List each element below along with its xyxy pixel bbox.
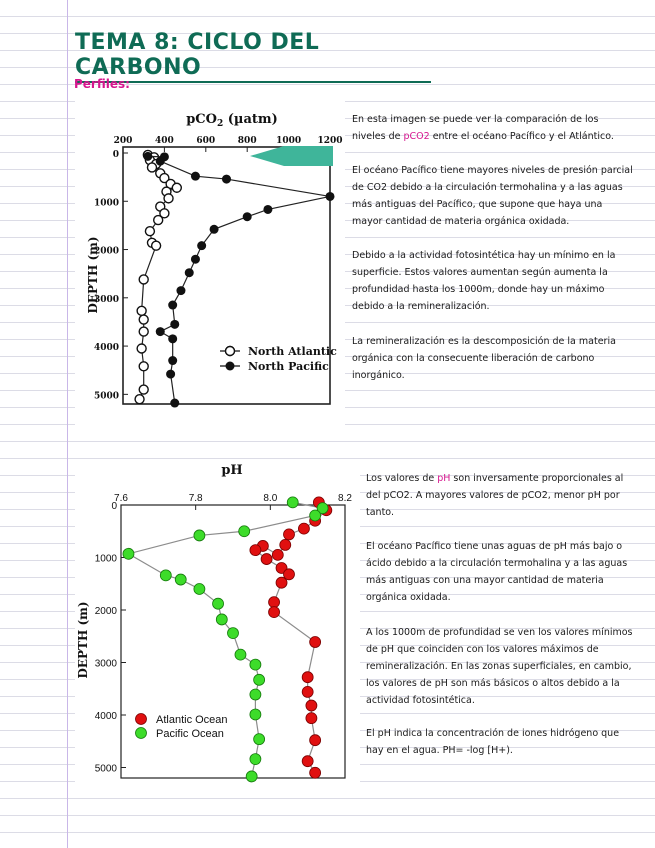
data-point-north-pacific xyxy=(156,327,165,336)
data-point-north-pacific xyxy=(191,172,200,181)
text1-paragraph-3: Debido a la actividad fotosintética hay un mínimo en la superficie. Estos valores aumentan según aumenta la profundidad hasta los 1000m, donde hay un máximo debido a la remineralización. xyxy=(352,250,616,312)
data-point-north-atlantic xyxy=(137,306,146,315)
data-point-pacific-ocean xyxy=(250,709,261,720)
x-tick-label: 7.6 xyxy=(114,493,128,504)
data-point-north-pacific xyxy=(210,225,219,234)
data-point-atlantic-ocean xyxy=(261,554,272,565)
ph-depth-chart xyxy=(75,460,360,785)
data-point-north-pacific xyxy=(243,212,252,221)
notebook-margin-line xyxy=(67,0,68,848)
legend-label-north-atlantic: North Atlantic xyxy=(248,345,337,358)
data-point-north-pacific xyxy=(326,192,335,201)
text2-paragraph-4: El pH indica la concentración de iones hidrógeno que hay en el agua. PH= -log [H+). xyxy=(366,728,620,756)
data-point-north-atlantic xyxy=(139,327,148,336)
text1-paragraph-4: La remineralización es la descomposición de la materia orgánica con la consecuente liberación de carbono inorgánico. xyxy=(352,336,616,381)
page-title: TEMA 8: CICLO DEL CARBONO xyxy=(75,30,431,83)
data-point-pacific-ocean xyxy=(250,659,261,670)
y-tick-label: 2000 xyxy=(93,246,119,257)
y-tick-label: 5000 xyxy=(93,391,119,402)
data-point-atlantic-ocean xyxy=(310,637,321,648)
data-point-atlantic-ocean xyxy=(306,713,317,724)
legend-label-atlantic-ocean: Atlantic Ocean xyxy=(156,714,228,726)
data-point-north-atlantic xyxy=(164,194,173,203)
data-point-pacific-ocean xyxy=(250,754,261,765)
text1-paragraph-2: El océano Pacífico tiene mayores niveles de presión parcial de CO2 debido a la circulación termohalina y a las aguas más antiguas del Pacífico, que supone que haya una mayor cantidad de materia orgánica oxidada. xyxy=(352,165,633,227)
x-tick-label: 7.8 xyxy=(188,493,203,504)
data-point-north-atlantic xyxy=(147,163,156,172)
data-point-atlantic-ocean xyxy=(280,539,291,550)
x-tick-label: 800 xyxy=(237,136,257,146)
data-point-pacific-ocean xyxy=(194,584,205,595)
data-point-pacific-ocean xyxy=(239,526,250,537)
data-point-north-pacific xyxy=(197,241,206,250)
data-point-pacific-ocean xyxy=(123,548,134,559)
data-point-atlantic-ocean xyxy=(302,672,313,683)
data-point-north-pacific xyxy=(168,301,177,310)
legend-marker-atlantic-ocean xyxy=(136,714,147,725)
data-point-north-atlantic xyxy=(172,183,181,192)
data-point-pacific-ocean xyxy=(254,674,265,685)
y-tick-label: 1000 xyxy=(94,553,117,565)
y-tick-label: 0 xyxy=(111,501,117,512)
ph-chart-title: pH xyxy=(221,463,243,478)
y-tick-label: 0 xyxy=(112,150,119,160)
data-point-north-pacific xyxy=(143,152,152,161)
data-point-atlantic-ocean xyxy=(310,767,321,778)
ph-y-axis-label: DEPTH (m) xyxy=(76,601,90,679)
x-tick-label: 8.2 xyxy=(338,493,352,504)
data-point-north-atlantic xyxy=(135,395,144,404)
x-tick-label: 8.0 xyxy=(263,493,278,504)
data-point-pacific-ocean xyxy=(287,497,298,508)
text2-paragraph-2: El océano Pacífico tiene unas aguas de pH más bajo o ácido debido a la circulación termohalina y a las aguas más antiguas con una mayor cantidad de materia orgánica oxidada. xyxy=(366,541,628,603)
data-point-pacific-ocean xyxy=(228,628,239,639)
y-tick-label: 2000 xyxy=(94,606,117,617)
data-point-pacific-ocean xyxy=(246,771,257,782)
data-point-atlantic-ocean xyxy=(302,686,313,697)
data-point-atlantic-ocean xyxy=(298,523,309,534)
text2-paragraph-3: A los 1000m de profundidad se ven los valores mínimos de pH que coinciden con los valores máximos de remineralización. En las zonas superficiales, en cambio, los valores de pH son más básicos o altos debido a la actividad fotosintética. xyxy=(366,627,633,706)
data-point-pacific-ocean xyxy=(175,574,186,585)
legend-marker-north-pacific xyxy=(226,362,235,371)
data-point-atlantic-ocean xyxy=(302,756,313,767)
data-point-north-atlantic xyxy=(139,275,148,284)
data-point-north-pacific xyxy=(176,286,185,295)
y-tick-label: 4000 xyxy=(94,711,117,722)
data-point-north-atlantic xyxy=(139,315,148,324)
section-label-perfiles: Perfiles: xyxy=(74,77,130,91)
legend-label-north-pacific: North Pacific xyxy=(248,360,329,373)
legend-marker-pacific-ocean xyxy=(136,728,147,739)
x-tick-label: 200 xyxy=(113,136,133,146)
data-point-pacific-ocean xyxy=(216,614,227,625)
data-point-atlantic-ocean xyxy=(310,735,321,746)
data-point-north-pacific xyxy=(156,157,165,166)
legend-label-pacific-ocean: Pacific Ocean xyxy=(156,728,224,740)
y-tick-label: 4000 xyxy=(93,343,119,354)
data-point-pacific-ocean xyxy=(194,530,205,541)
data-point-atlantic-ocean xyxy=(284,529,295,540)
data-point-atlantic-ocean xyxy=(269,597,280,608)
data-point-north-pacific xyxy=(185,268,194,277)
data-point-pacific-ocean xyxy=(213,598,224,609)
text1-paragraph-1: En esta imagen se puede ver la comparación de los niveles de pCO2 entre el océano Pacífico y el Atlántico. xyxy=(352,114,614,142)
data-point-north-pacific xyxy=(222,175,231,184)
x-tick-label: 1200 xyxy=(317,136,343,146)
data-point-north-atlantic xyxy=(154,216,163,225)
data-point-north-pacific xyxy=(166,370,175,379)
data-point-north-pacific xyxy=(168,356,177,365)
data-point-atlantic-ocean xyxy=(250,545,261,556)
pco2-y-axis-label: DEPTH (m) xyxy=(86,236,100,314)
data-point-atlantic-ocean xyxy=(269,607,280,618)
data-point-pacific-ocean xyxy=(250,689,261,700)
data-point-north-pacific xyxy=(170,320,179,329)
data-point-pacific-ocean xyxy=(160,570,171,581)
x-tick-label: 400 xyxy=(155,136,174,146)
y-tick-label: 5000 xyxy=(94,763,117,775)
data-point-atlantic-ocean xyxy=(306,700,317,711)
data-point-north-pacific xyxy=(168,334,177,343)
pco2-chart-title: pCO$_2$ (µatm) xyxy=(186,112,278,129)
data-point-atlantic-ocean xyxy=(272,549,283,560)
data-point-north-atlantic xyxy=(137,344,146,353)
x-tick-label: 1000 xyxy=(276,136,302,146)
data-point-pacific-ocean xyxy=(254,734,265,745)
data-point-north-pacific xyxy=(170,399,179,408)
data-point-north-pacific xyxy=(191,255,200,264)
data-point-north-atlantic xyxy=(152,241,161,250)
data-point-north-atlantic xyxy=(139,385,148,394)
y-tick-label: 3000 xyxy=(94,658,117,670)
pco2-depth-chart xyxy=(75,100,345,430)
data-point-atlantic-ocean xyxy=(276,577,287,588)
x-tick-label: 600 xyxy=(196,136,216,146)
data-point-north-atlantic xyxy=(145,227,154,236)
y-tick-label: 1000 xyxy=(93,198,119,209)
data-point-pacific-ocean xyxy=(235,649,246,660)
data-point-pacific-ocean xyxy=(310,510,321,521)
data-point-north-atlantic xyxy=(139,362,148,371)
text2-paragraph-1: Los valores de pH son inversamente proporcionales al del pCO2. A mayores valores de pCO2, menor pH por tanto. xyxy=(366,473,624,518)
data-point-north-pacific xyxy=(263,205,272,214)
y-tick-label: 3000 xyxy=(93,294,119,305)
